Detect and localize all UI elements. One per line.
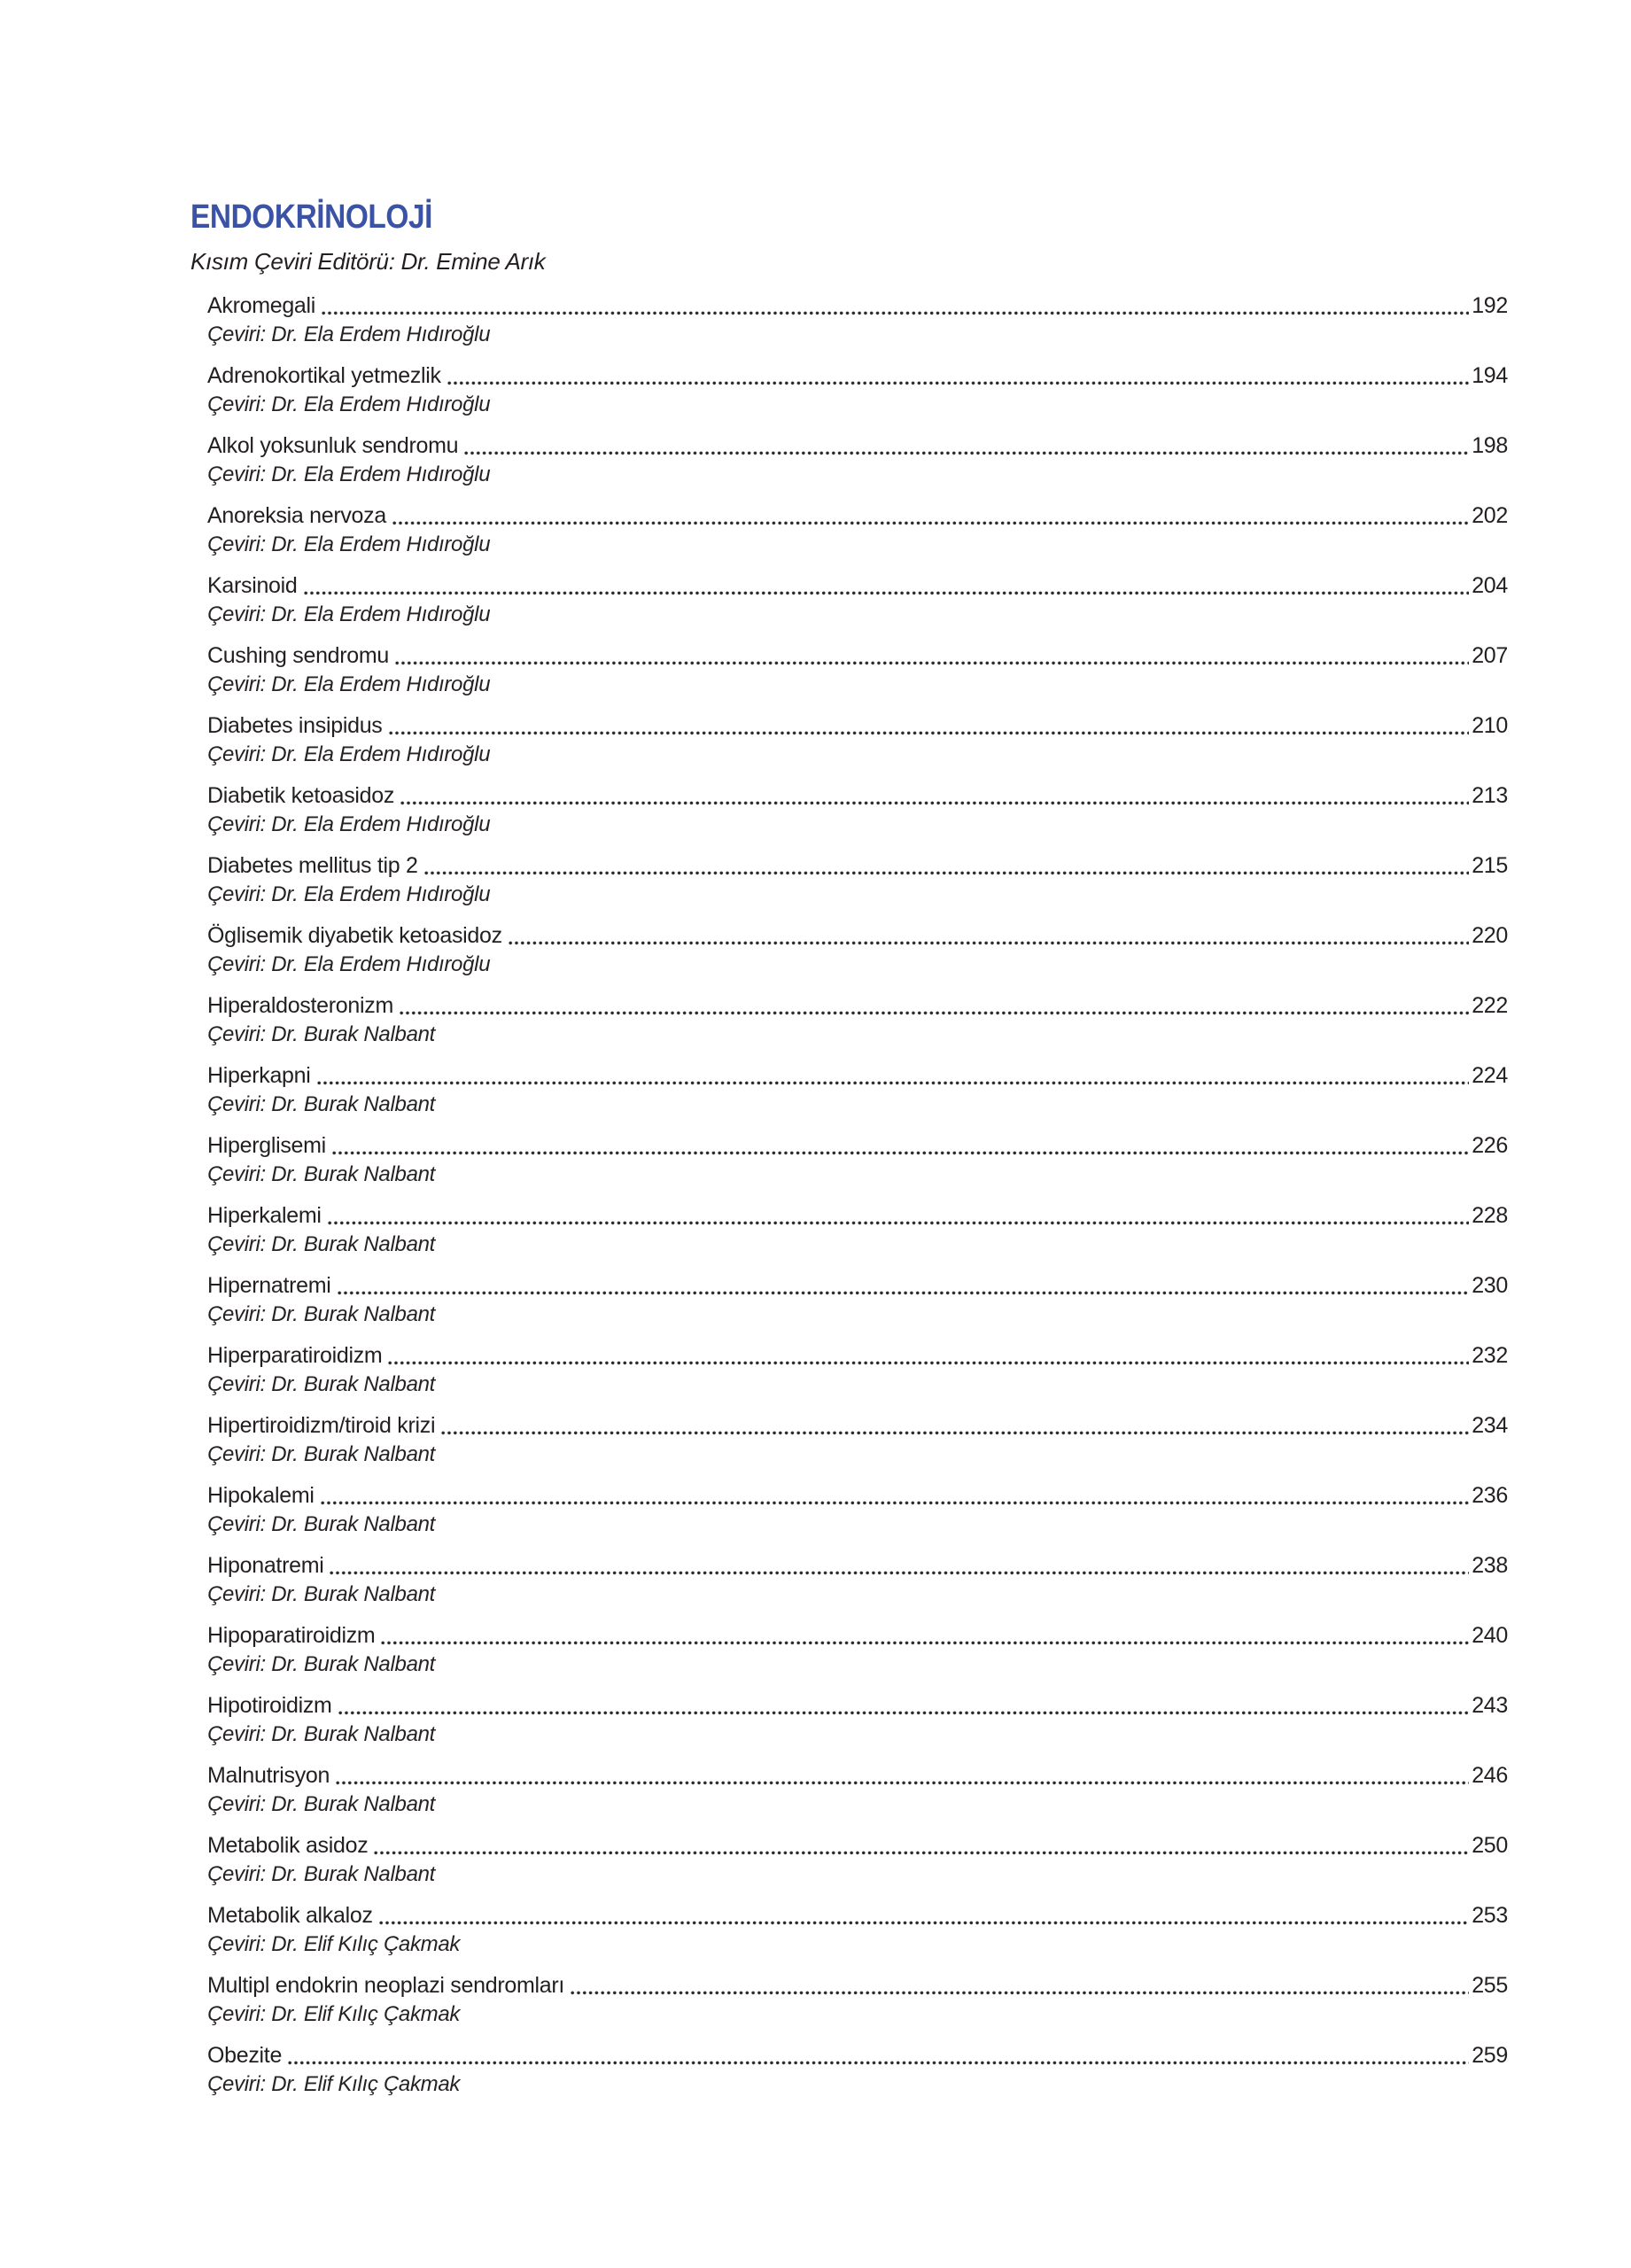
toc-entry-translator: Çeviri: Dr. Burak Nalbant (207, 1162, 436, 1186)
toc-entry-row (207, 1130, 1508, 1161)
toc-entry (207, 430, 1508, 500)
toc-entry-row (207, 1200, 1508, 1231)
toc-entry (207, 710, 1508, 780)
toc-entry-page-number: 226 (1472, 1133, 1508, 1158)
toc-entry-translator: Çeviri: Dr. Ela Erdem Hıdıroğlu (207, 882, 491, 906)
toc-entry-translator: Çeviri: Dr. Ela Erdem Hıdıroğlu (207, 672, 491, 696)
toc-entry (207, 1480, 1508, 1550)
toc-entry-translator: Çeviri: Dr. Burak Nalbant (207, 1722, 436, 1746)
toc-entry-row (207, 1340, 1508, 1371)
toc-entry-page-number: 238 (1472, 1553, 1508, 1578)
toc-entry-title: Karsinoid (207, 573, 298, 598)
toc-entry-title: Metabolik alkaloz (207, 1903, 373, 1928)
toc-entry-translator: Çeviri: Dr. Ela Erdem Hıdıroğlu (207, 322, 491, 346)
dotted-leader (424, 871, 1470, 875)
toc-entry-translator: Çeviri: Dr. Ela Erdem Hıdıroğlu (207, 812, 491, 836)
toc-entry (207, 640, 1508, 710)
toc-entry-title: Hiperglisemi (207, 1133, 326, 1158)
toc-entry-title: Anoreksia nervoza (207, 503, 386, 528)
toc-entry-title: Hiperaldosteronizm (207, 993, 393, 1018)
toc-entry (207, 2039, 1508, 2109)
toc-entry-translator: Çeviri: Dr. Burak Nalbant (207, 1512, 436, 1536)
toc-entry-translator: Çeviri: Dr. Burak Nalbant (207, 1862, 436, 1886)
toc-entry-title: Adrenokortikal yetmezlik (207, 363, 441, 388)
dotted-leader (441, 1431, 1469, 1435)
toc-entry-page-number: 246 (1472, 1763, 1508, 1788)
toc-entry (207, 1829, 1508, 1899)
dotted-leader (321, 1501, 1470, 1505)
dotted-leader (571, 1991, 1469, 1995)
toc-entry (207, 1550, 1508, 1619)
toc-entry-page-number: 213 (1472, 783, 1508, 808)
toc-entry-row (207, 640, 1508, 672)
dotted-leader (395, 661, 1469, 665)
dotted-leader (400, 801, 1469, 805)
dotted-leader (400, 1011, 1469, 1015)
toc-entry-page-number: 232 (1472, 1343, 1508, 1368)
toc-entry-title: Cushing sendromu (207, 643, 390, 668)
dotted-leader (330, 1571, 1469, 1575)
toc-entry-translator: Çeviri: Dr. Elif Kılıç Çakmak (207, 2072, 461, 2096)
toc-entry-translator: Çeviri: Dr. Burak Nalbant (207, 1302, 436, 1326)
dotted-leader (322, 311, 1469, 315)
document-page (190, 199, 1508, 2109)
toc-entry-translator: Çeviri: Dr. Ela Erdem Hıdıroğlu (207, 742, 491, 766)
toc-entry (207, 920, 1508, 990)
toc-entry-row (207, 1480, 1508, 1511)
toc-entry-title: Metabolik asidoz (207, 1833, 369, 1858)
section-title: ENDOKRİNOLOJİ (190, 198, 432, 236)
toc-entry (207, 1200, 1508, 1270)
toc-entry-title: Hiperparatiroidizm (207, 1343, 383, 1368)
toc-entry-row (207, 1550, 1508, 1581)
toc-entry-page-number: 240 (1472, 1623, 1508, 1648)
toc-entry-page-number: 207 (1472, 643, 1508, 668)
toc-entry (207, 500, 1508, 570)
toc-entry-translator: Çeviri: Dr. Burak Nalbant (207, 1232, 436, 1256)
toc-entry (207, 1130, 1508, 1200)
toc-entry-translator: Çeviri: Dr. Burak Nalbant (207, 1652, 436, 1676)
toc-entry-row (207, 1969, 1508, 2001)
toc-entry (207, 290, 1508, 360)
toc-entry-translator: Çeviri: Dr. Elif Kılıç Çakmak (207, 2002, 461, 2026)
toc-entry (207, 1619, 1508, 1689)
dotted-leader (464, 451, 1469, 455)
dotted-leader (374, 1851, 1469, 1855)
toc-entry-page-number: 224 (1472, 1063, 1508, 1088)
toc-entry-row (207, 1689, 1508, 1721)
toc-entry (207, 990, 1508, 1060)
toc-entry (207, 1340, 1508, 1410)
toc-entry-row (207, 1619, 1508, 1651)
toc-entry-page-number: 228 (1472, 1203, 1508, 1228)
dotted-leader (336, 1781, 1469, 1785)
toc-entry-row (207, 1759, 1508, 1791)
toc-entry-title: Hipokalemi (207, 1483, 315, 1508)
dotted-leader (288, 2061, 1469, 2065)
toc-entry (207, 1410, 1508, 1480)
toc-entry-page-number: 234 (1472, 1413, 1508, 1438)
toc-entry-translator: Çeviri: Dr. Burak Nalbant (207, 1442, 436, 1466)
toc-entry-page-number: 236 (1472, 1483, 1508, 1508)
toc-entry-title: Multipl endokrin neoplazi sendromları (207, 1973, 564, 1998)
toc-entry-row (207, 850, 1508, 882)
toc-entry-translator: Çeviri: Dr. Ela Erdem Hıdıroğlu (207, 952, 491, 976)
toc-entry-title: Diabetik ketoasidoz (207, 783, 395, 808)
toc-entry-row (207, 1829, 1508, 1861)
toc-entry-translator: Çeviri: Dr. Burak Nalbant (207, 1372, 436, 1396)
dotted-leader (381, 1641, 1469, 1645)
toc-entry-title: Hiperkapni (207, 1063, 311, 1088)
toc-entry-title: Malnutrisyon (207, 1763, 330, 1788)
toc-entry-page-number: 215 (1472, 853, 1508, 878)
toc-entry (207, 850, 1508, 920)
toc-entry (207, 360, 1508, 430)
toc-entry-translator: Çeviri: Dr. Elif Kılıç Çakmak (207, 1932, 461, 1956)
toc-entry-title: Hipotiroidizm (207, 1693, 332, 1718)
toc-entry (207, 780, 1508, 850)
dotted-leader (338, 1711, 1470, 1715)
toc-entry-row (207, 290, 1508, 322)
toc-entry-title: Hipertiroidizm/tiroid krizi (207, 1413, 436, 1438)
toc-entry-row (207, 780, 1508, 812)
toc-entry-title: Öglisemik diyabetik ketoasidoz (207, 923, 502, 948)
toc-entry-translator: Çeviri: Dr. Burak Nalbant (207, 1022, 436, 1046)
dotted-leader (447, 381, 1469, 385)
toc-entry-row (207, 2039, 1508, 2071)
section-editor: Kısım Çeviri Editörü: Dr. Emine Arık (190, 248, 546, 275)
toc-entry (207, 570, 1508, 640)
toc-entry (207, 1270, 1508, 1340)
toc-entry-row (207, 1060, 1508, 1091)
toc-entry-page-number: 222 (1472, 993, 1508, 1018)
toc-entry (207, 1969, 1508, 2039)
toc-entry-page-number: 198 (1472, 433, 1508, 458)
toc-entry-title: Diabetes mellitus tip 2 (207, 853, 418, 878)
dotted-leader (332, 1151, 1469, 1155)
toc-entry-page-number: 202 (1472, 503, 1508, 528)
dotted-leader (389, 731, 1470, 735)
toc-entry-page-number: 220 (1472, 923, 1508, 948)
toc-entry-page-number: 259 (1472, 2043, 1508, 2068)
toc-entry-translator: Çeviri: Dr. Ela Erdem Hıdıroğlu (207, 532, 491, 556)
toc-entry-row (207, 500, 1508, 532)
toc-entry-translator: Çeviri: Dr. Ela Erdem Hıdıroğlu (207, 602, 491, 626)
toc-entry-row (207, 990, 1508, 1021)
toc-entry-page-number: 243 (1472, 1693, 1508, 1718)
toc-entry-row (207, 430, 1508, 462)
toc-entry-page-number: 194 (1472, 363, 1508, 388)
toc-entry-row (207, 710, 1508, 742)
toc-entry-title: Hiponatremi (207, 1553, 324, 1578)
toc-entry-title: Alkol yoksunluk sendromu (207, 433, 459, 458)
toc-entry (207, 1899, 1508, 1969)
toc-entry-translator: Çeviri: Dr. Ela Erdem Hıdıroğlu (207, 462, 491, 486)
dotted-leader (388, 1361, 1469, 1365)
toc-entry-page-number: 230 (1472, 1273, 1508, 1298)
dotted-leader (328, 1221, 1470, 1225)
toc-entry (207, 1689, 1508, 1759)
toc-entry-translator: Çeviri: Dr. Burak Nalbant (207, 1092, 436, 1116)
toc-entry-page-number: 253 (1472, 1903, 1508, 1928)
dotted-leader (392, 521, 1469, 525)
toc-entry-row (207, 920, 1508, 951)
toc-entry-title: Hiperkalemi (207, 1203, 322, 1228)
toc-entry-translator: Çeviri: Dr. Burak Nalbant (207, 1582, 436, 1606)
toc-entry-title: Obezite (207, 2043, 283, 2068)
toc-entry-title: Hipernatremi (207, 1273, 331, 1298)
dotted-leader (304, 591, 1470, 595)
toc-entry-page-number: 204 (1472, 573, 1508, 598)
dotted-leader (379, 1921, 1470, 1925)
toc-entry-row (207, 1899, 1508, 1931)
toc-entry (207, 1060, 1508, 1130)
toc-entry-row (207, 360, 1508, 392)
toc-entry-title: Akromegali (207, 293, 316, 318)
toc-entry-page-number: 192 (1472, 293, 1508, 318)
toc-entry-row (207, 570, 1508, 602)
toc-entry (207, 1759, 1508, 1829)
dotted-leader (509, 941, 1469, 945)
toc-entry-title: Diabetes insipidus (207, 713, 383, 738)
toc-entry-translator: Çeviri: Dr. Burak Nalbant (207, 1792, 436, 1816)
toc-entry-translator: Çeviri: Dr. Ela Erdem Hıdıroğlu (207, 392, 491, 416)
toc-list (190, 290, 1508, 2109)
dotted-leader (338, 1291, 1470, 1295)
toc-entry-row (207, 1270, 1508, 1301)
toc-entry-page-number: 250 (1472, 1833, 1508, 1858)
toc-entry-page-number: 210 (1472, 713, 1508, 738)
dotted-leader (317, 1081, 1470, 1085)
toc-entry-page-number: 255 (1472, 1973, 1508, 1998)
toc-entry-title: Hipoparatiroidizm (207, 1623, 376, 1648)
toc-entry-row (207, 1410, 1508, 1441)
